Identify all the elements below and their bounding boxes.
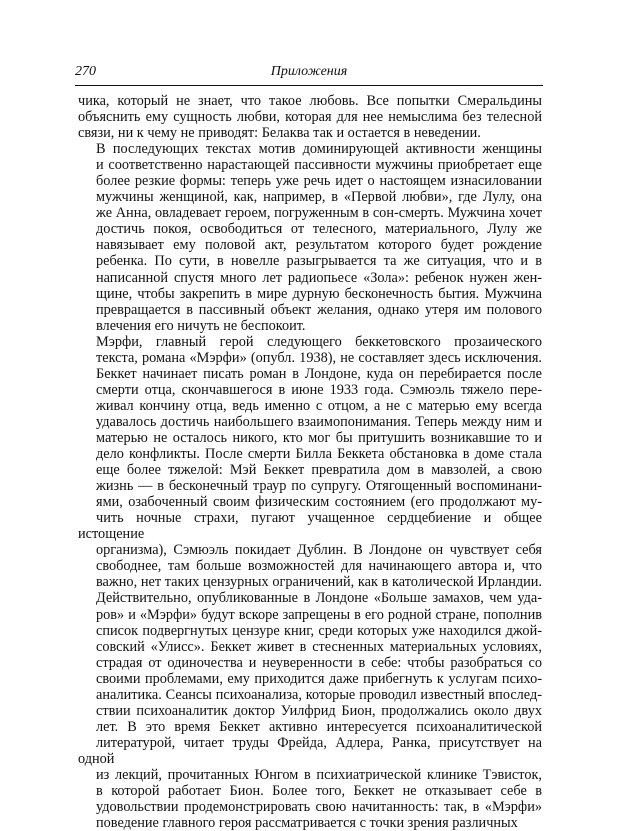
text-line: текста, романа «Мэрфи» (опубл. 1938), не составляет здесь исключения. [96,349,542,366]
text-line: из лекций, прочитанных Юнгом в психиатрической клинике Тэвисток, [96,766,542,783]
text-line: ями, озабоченный своим физическим состоянием (его продолжают му- [96,494,542,511]
running-title: Приложения [270,64,348,79]
text-line: важно, нет таких цензурных ограничений, как в католической Ирландии. [96,574,542,591]
text-line: щине, чтобы закрепить в мире дурную бесконечность бытия. Мужчина [96,285,542,302]
header-rule [75,85,543,86]
text-line: мужчины женщиной, как, например, в «Первой любви», где Лулу, она [96,189,542,206]
text-line: своими проблемами, ему приходится даже прибегнуть к услугам психо- [96,670,542,687]
page-header [75,64,543,84]
text-line: и соответственно нарастающей пассивности мужчины приобретает еще [96,157,542,174]
text-line: удовольствии продемонстрировать свою начитанность: так, в «Мэрфи» [96,799,542,816]
text-line: связи, ни к чему не приводят: Белаква так и остается в неведении. [78,125,481,142]
text-line: лет. В это время Беккет активно интересуется психоаналитической [96,718,542,735]
paragraph [78,93,542,141]
text-line: чика, который не знает, что такое любовь. Все попытки Смеральдины [78,93,542,109]
paragraph [78,141,542,334]
text-line: ребенка. По сути, в новелле разыгрывается та же ситуация, что и в [96,253,542,270]
text-line: совский «Улисс». Беккет живет в стесненных материальных условиях, [96,638,542,655]
text-line: живал кончину отца, ведь именно с отцом, а не с матерью ему всегда [96,397,542,414]
text-line: аналитика. Сеансы психоанализа, которые проводил известный впослед- [96,686,542,703]
text-line: матерью не осталось никого, кто мог бы притушить возникавшие то и [96,429,542,446]
text-line: ров» и «Мэрфи» будут вскоре запрещены в его родной стране, пополнив [96,606,542,623]
text-line: смерти отца, скончавшегося в июне 1933 года. Сэмюэль тяжело пере- [96,381,542,398]
text-line: список подвергнутых цензуре книг, среди которых уже находился джой- [96,622,542,639]
text-line: в которой работает Бион. Более того, Беккет не отказывает себе в [96,783,542,800]
text-line: удавалось достичь наибольшего взаимопонимания. Теперь между ним и [96,413,542,430]
text-line: написанной спустя много лет радиопьесе «Зола»: ребенок нужен жен- [96,269,542,286]
text-line: достичь покоя, освободиться от телесного, материального, Лулу же [96,221,542,238]
text-line: чить ночные страхи, пугают учащенное сердцебиение и общее истощение [78,510,542,543]
text-line: еще более тяжелой: Мэй Беккет превратила дом в мавзолей, а свою [96,462,542,479]
text-line: влечения его ничуть не беспокоит. [96,317,306,334]
body-text [78,93,542,831]
text-line: свободнее, там больше возможностей для начинающего автора и, что [96,558,542,575]
text-line: Беккет начинает писать роман в Лондоне, куда он перебирается после [96,365,542,382]
text-line: же Анна, овладевает героем, погруженным в сон-смерть. Мужчина хочет [96,205,542,222]
text-line: Мэрфи, главный герой следующего беккетовского прозаического [96,333,542,350]
text-line: страдая от одиночества и неуверенности в себе: чтобы разобраться со [96,654,542,671]
text-line: жизнь — в бесконечный траур по супругу. Отягощенный воспоминани- [96,478,542,495]
text-line: навязывает ему половой акт, результатом которого будет рождение [96,237,542,254]
text-line: объяснить ему сущность любви, которая для нее немыслима без телесной [78,109,542,126]
paragraph [78,334,542,831]
text-line: литературой, читает труды Фрейда, Адлера, Ранка, присутствует на одной [78,734,542,767]
text-line: превращается в пассивный объект желания, однако утеря им полового [96,301,542,318]
text-line: В последующих текстах мотив доминирующей активности женщины [96,141,542,158]
text-line: более резкие формы: теперь уже речь идет о настоящем изнасиловании [96,173,542,190]
text-line: дело конфликты. После смерти Билла Беккета обстановка в доме стала [96,446,542,463]
text-line: организма), Сэмюэль покидает Дублин. В Лондоне он чувствует себя [96,542,542,559]
page-number: 270 [75,64,96,79]
text-line: поведение главного героя рассматривается с точки зрения различных [96,815,518,831]
text-line: Действительно, опубликованные в Лондоне «Больше замахов, чем уда- [96,590,542,607]
text-line: ствии психоаналитик доктор Уилфрид Бион, продолжались около двух [96,702,542,719]
